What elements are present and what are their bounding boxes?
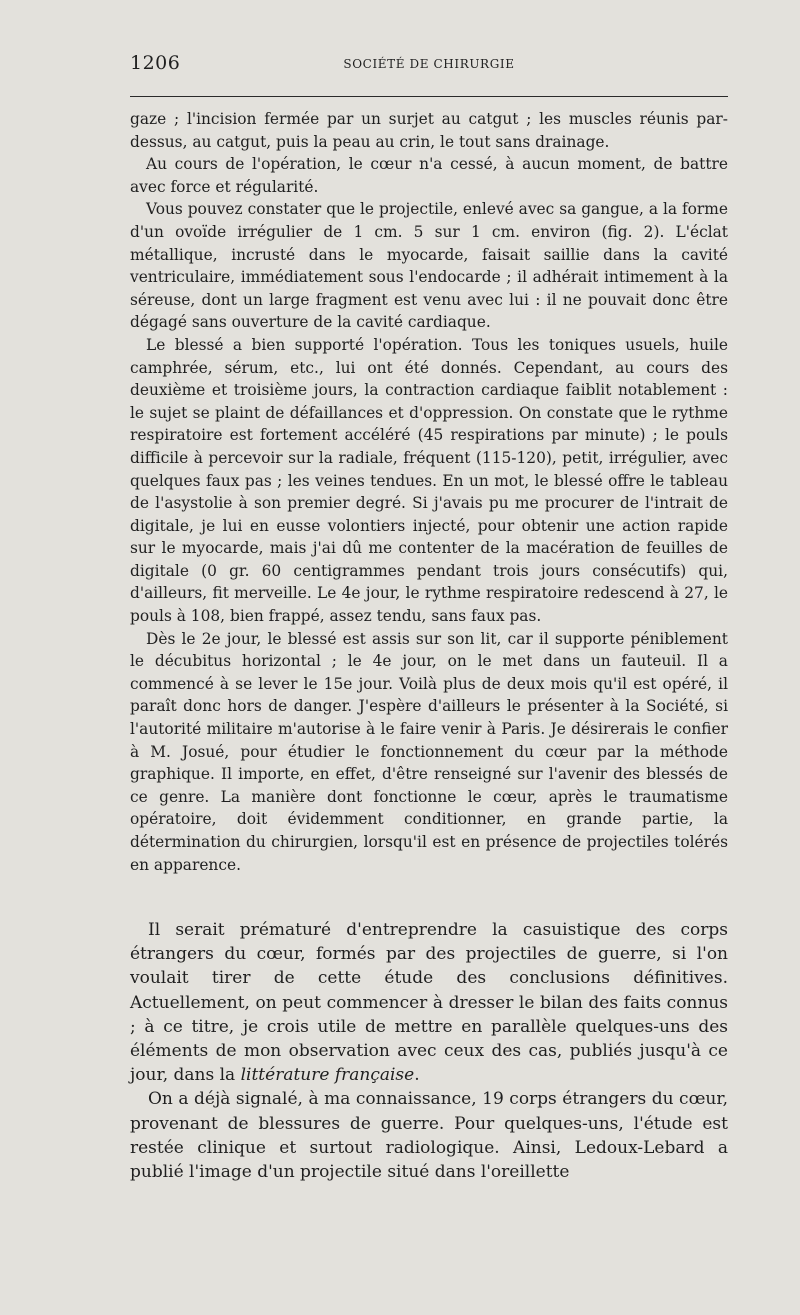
discussion-text bbox=[130, 918, 728, 1184]
italic-phrase: littérature française bbox=[240, 1065, 415, 1086]
paragraph: Au cours de l'opération, le cœur n'a cessé, à aucun moment, de battre avec force et régularité. bbox=[130, 155, 728, 196]
running-head: SOCIÉTÉ DE CHIRURGIE bbox=[343, 57, 515, 71]
paragraph: On a déjà signalé, à ma connaissance, 19 corps étrangers du cœur, provenant de blessures de guerre. Pour quelques-uns, l'étude est restée clinique et surtout radiologique. Ainsi, Ledoux-Lebard a publié l'image d'un projectile situé dans l'oreillette bbox=[130, 1089, 728, 1183]
paragraph: gaze ; l'incision fermée par un surjet au catgut ; les muscles réunis par-dessus, au catgut, puis la peau au crin, le tout sans drainage. bbox=[130, 110, 728, 151]
case-report-text bbox=[130, 108, 728, 876]
paragraph bbox=[130, 918, 728, 1087]
paragraph-end: . bbox=[414, 1065, 420, 1086]
page-number: 1206 bbox=[130, 52, 181, 74]
paragraph-text: Il serait prématuré d'entreprendre la casuistique des corps étrangers du cœur, formés par des projectiles de guerre, si l'on voulait tirer de cette étude des conclusions définitives. Actuellement, on peut commencer à dresser le bilan des faits connus ; à ce titre, je crois utile de mettre en parallèle quelques-uns des éléments de mon observation avec ceux des cas, publiés jusqu'à ce jour, dans la bbox=[130, 920, 728, 1086]
paragraph: Vous pouvez constater que le projectile, enlevé avec sa gangue, a la forme d'un ovoïde irrégulier de 1 cm. 5 sur 1 cm. environ (fig. 2). L'éclat métallique, incrusté dans le myocarde, faisait saillie dans la cavité ventriculaire, immédiatement sous l'endocarde ; il adhérait intimement à la séreuse, dont un large fragment est venu avec lui : il ne pouvait donc être dégagé sans ouverture de la cavité cardiaque. bbox=[130, 200, 728, 332]
header-rule bbox=[130, 96, 728, 97]
paragraph: Dès le 2e jour, le blessé est assis sur son lit, car il supporte péniblement le décubitus horizontal ; le 4e jour, on le met dans un fauteuil. Il a commencé à se lever le 15e jour. Voilà plus de deux mois qu'il est opéré, il paraît donc hors de danger. J'espère d'ailleurs le présenter à la Société, si l'autorité militaire m'autorise à le faire venir à Paris. Je désirerais le confier à M. Josué, pour étudier le fonctionnement du cœur par la méthode graphique. Il importe, en effet, d'être renseigné sur l'avenir des blessés de ce genre. La manière dont fonctionne le cœur, après le traumatisme opératoire, doit évidemment conditionner, en grande partie, la détermination du chirurgien, lorsqu'il est en présence de projectiles tolérés en apparence. bbox=[130, 629, 728, 874]
page-header bbox=[130, 52, 728, 78]
paragraph: Le blessé a bien supporté l'opération. Tous les toniques usuels, huile camphrée, sérum, etc., lui ont été donnés. Cependant, au cours des deuxième et troisième jours, la contraction cardiaque faiblit notablement : le sujet se plaint de défaillances et d'oppression. On constate que le rythme respiratoire est fortement accéléré (45 respirations par minute) ; le pouls difficile à percevoir sur la radiale, fréquent (115-120), petit, irrégulier, avec quelques faux pas ; les veines tendues. En un mot, le blessé offre le tableau de l'asystolie à son premier degré. Si j'avais pu me procurer de l'intrait de digitale, je lui en eusse volontiers injecté, pour obtenir une action rapide sur le myocarde, mais j'ai dû me contenter de la macération de feuilles de digitale (0 gr. 60 centigrammes pendant trois jours consécutifs) qui, d'ailleurs, fit merveille. Le 4e jour, le rythme respiratoire redescend à 27, le pouls à 108, bien frappé, assez tendu, sans faux pas. bbox=[130, 335, 728, 626]
